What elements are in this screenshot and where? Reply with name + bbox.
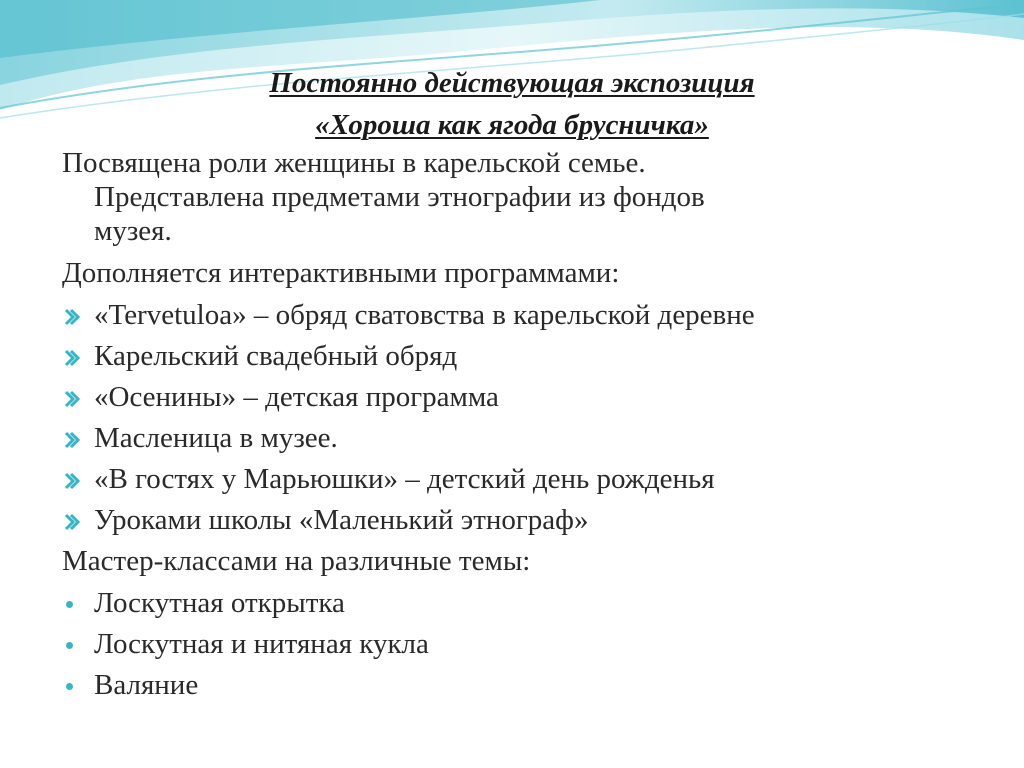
list-item [62,380,962,414]
intro-paragraph [62,146,962,248]
chevron-arrow-icon [62,462,88,496]
list-item [62,586,962,620]
chevron-arrow-icon [62,298,88,332]
slide-title [0,62,1024,146]
program-item-label: «В гостях у Марьюшки» – детский день рожденья [94,463,715,495]
masterclasses-heading: Мастер-классами на различные темы: [62,545,531,577]
bullet-dot-icon [62,586,88,620]
list-item [62,421,962,455]
masterclass-item-label: Лоскутная открытка [94,587,345,619]
list-item [62,668,962,702]
list-item [62,339,962,373]
masterclass-item-label: Валяние [94,669,199,701]
chevron-arrow-icon [62,421,88,455]
title-line-1: Постоянно действующая экспозиция [269,67,755,99]
list-item [62,627,962,661]
list-item [62,503,962,537]
list-item [62,298,962,332]
masterclass-item-label: Лоскутная и нитяная кукла [94,628,429,660]
program-item-label: «Осенины» – детская программа [94,381,499,413]
title-line-2: «Хороша как ягода брусничка» [315,109,709,141]
program-item-label: Масленица в музее. [94,422,338,454]
intro-line-3: музея. [94,215,172,247]
intro-line-1: Посвящена роли женщины в карельской семье. [62,147,646,179]
intro-line-2: Представлена предметами этнографии из фондов [94,181,705,213]
bullet-dot-icon [62,668,88,702]
content-body [62,146,962,709]
program-item-label: Карельский свадебный обряд [94,340,458,372]
chevron-arrow-icon [62,380,88,414]
list-item [62,462,962,496]
bullet-dot-icon [62,627,88,661]
program-item-label: «Tervetuloa» – обряд сватовства в карельской деревне [94,299,755,331]
program-item-label: Уроками школы «Маленький этнограф» [94,504,589,536]
chevron-arrow-icon [62,503,88,537]
chevron-arrow-icon [62,339,88,373]
programs-heading: Дополняется интерактивными программами: [62,257,620,289]
